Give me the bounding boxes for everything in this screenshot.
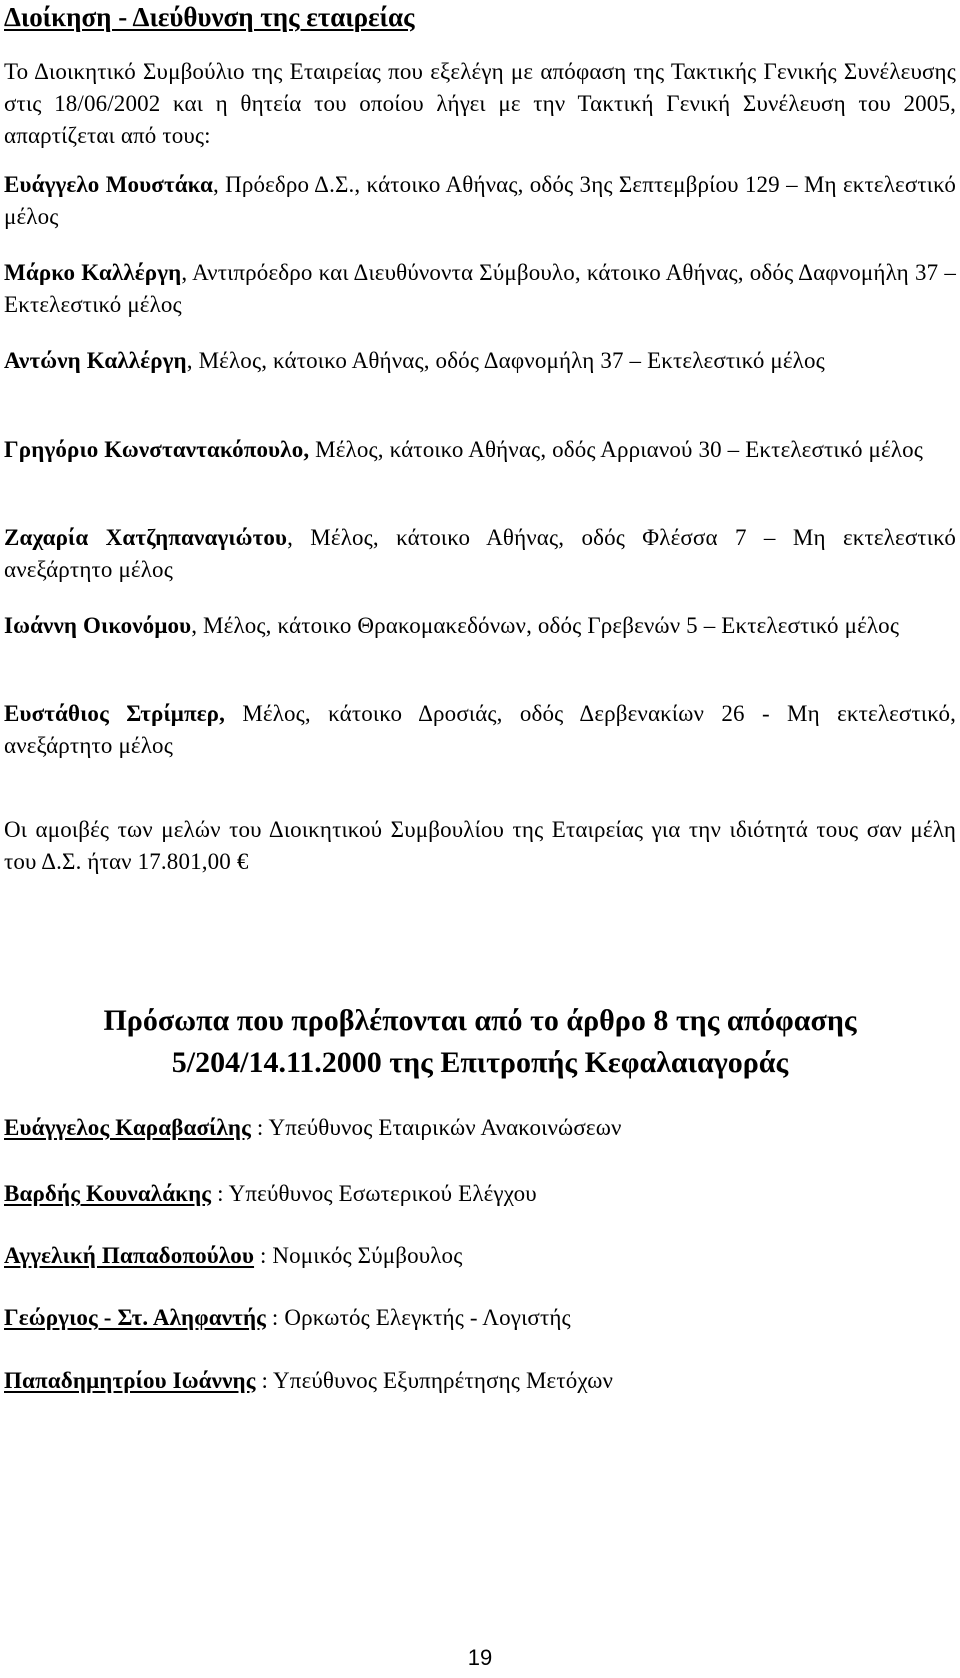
intro-paragraph: Το Διοικητικό Συμβούλιο της Εταιρείας που εξελέγη με απόφαση της Τακτικής Γενικής Συνέλευσης στις 18/06/2002 και η θητεία του οποίου λήγει με την Τακτική Γενική Συνέλευση του 2005, απαρτίζεται από τους: xyxy=(4,59,956,148)
board-member-name: Μάρκο Καλλέργη xyxy=(4,260,182,285)
board-member-name: Ζαχαρία Χατζηπαναγιώτου xyxy=(4,525,288,550)
officer-name: Γεώργιος - Στ. Αληφαντής xyxy=(4,1305,267,1330)
section-title xyxy=(0,1000,960,1084)
board-member-details: , Πρόεδρο Δ.Σ., κάτοικο Αθήνας, οδός 3ης Σεπτεμβρίου 129 – Μη εκτελεστικό μέλος xyxy=(4,172,956,229)
officer-entry xyxy=(4,1365,956,1397)
board-member-name: Γρηγόριο Κωνσταντακόπουλο, xyxy=(4,437,310,462)
officer-name: Αγγελική Παπαδοπούλου xyxy=(4,1243,255,1268)
officer-entry xyxy=(4,1112,956,1144)
board-member-details: Μέλος, κάτοικο Αθήνας, οδός Αρριανού 30 – Εκτελεστικό μέλος xyxy=(309,437,924,462)
board-member-details: , Μέλος, κάτοικο Θρακομακεδόνων, οδός Γρεβενών 5 – Εκτελεστικό μέλος xyxy=(191,613,900,638)
remuneration-paragraph: Οι αμοιβές των μελών του Διοικητικού Συμβουλίου της Εταιρείας για την ιδιότητά τους σαν μέλη του Δ.Σ. ήταν 17.801,00 € xyxy=(4,817,956,874)
board-member-name: Ιωάννη Οικονόμου xyxy=(4,613,192,638)
board-member-details: , Αντιπρόεδρο και Διευθύνοντα Σύμβουλο, κάτοικο Αθήνας, οδός Δαφνομήλη 37 – Εκτελεστικό μέλος xyxy=(4,260,956,317)
board-member-entry xyxy=(4,434,956,466)
board-member-details: , Μέλος, κάτοικο Αθήνας, οδός Φλέσσα 7 – Μη εκτελεστικό ανεξάρτητο μέλος xyxy=(4,525,956,582)
officer-role: : Υπεύθυνος Εσωτερικού Ελέγχου xyxy=(211,1181,537,1206)
page-heading: Διοίκηση - Διεύθυνση της εταιρείας xyxy=(4,2,415,32)
officer-role: : Υπεύθυνος Εταιρικών Ανακοινώσεων xyxy=(250,1115,622,1140)
board-member-name: Ευστάθιος Στρίμπερ, xyxy=(4,701,226,726)
officer-entry xyxy=(4,1178,956,1210)
officer-name: Βαρδής Κουναλάκης xyxy=(4,1181,212,1206)
board-member-entry xyxy=(4,345,956,377)
board-member-entry xyxy=(4,698,956,762)
page-number: 19 xyxy=(467,1645,493,1670)
board-member-entry xyxy=(4,522,956,586)
board-member-entry xyxy=(4,257,956,321)
officer-role: : Νομικός Σύμβουλος xyxy=(254,1243,463,1268)
section-title-line-2: 5/204/14.11.2000 της Επιτροπής Κεφαλαιαγοράς xyxy=(171,1046,789,1079)
officer-role: : Υπεύθυνος Εξυπηρέτησης Μετόχων xyxy=(255,1368,614,1393)
board-member-name: Αντώνη Καλλέργη xyxy=(4,348,187,373)
board-member-entry xyxy=(4,610,956,642)
officer-entry xyxy=(4,1302,956,1334)
officer-role: : Ορκωτός Ελεγκτής - Λογιστής xyxy=(266,1305,571,1330)
officer-name: Παπαδημητρίου Ιωάννης xyxy=(4,1368,256,1393)
board-member-name: Ευάγγελο Μουστάκα xyxy=(4,172,213,197)
board-member-details: , Μέλος, κάτοικο Αθήνας, οδός Δαφνομήλη 37 – Εκτελεστικό μέλος xyxy=(186,348,825,373)
officer-name: Ευάγγελος Καραβασίλης xyxy=(4,1115,251,1140)
board-member-details: Μέλος, κάτοικο Δροσιάς, οδός Δερβενακίων 26 - Μη εκτελεστικό, ανεξάρτητο μέλος xyxy=(4,701,956,758)
officer-entry xyxy=(4,1240,956,1272)
board-member-entry xyxy=(4,169,956,233)
section-title-line-1: Πρόσωπα που προβλέπονται από το άρθρο 8 της απόφασης xyxy=(103,1004,857,1037)
